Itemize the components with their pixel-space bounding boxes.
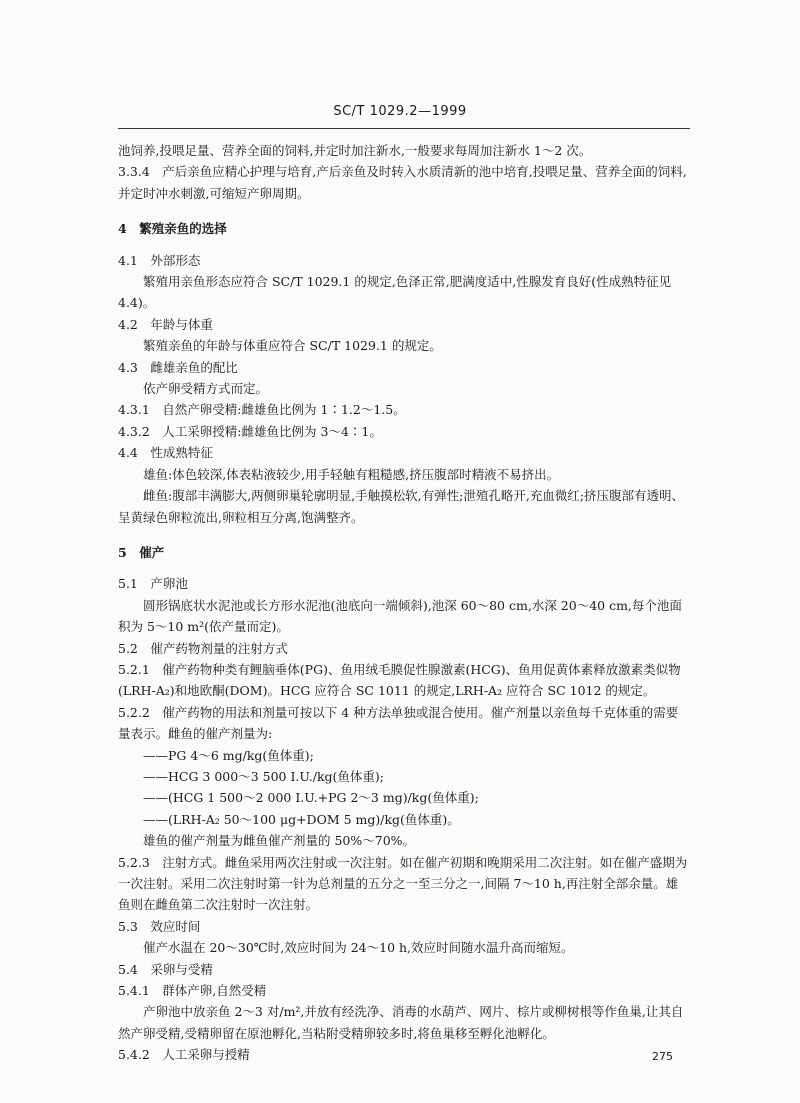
section-heading: 5 催产	[118, 544, 165, 560]
document-body	[118, 140, 690, 1066]
paragraph: 4.3 雌雄亲鱼的配比	[118, 359, 238, 375]
header-rule	[118, 128, 690, 129]
paragraph: 5.4 采卵与受精	[118, 961, 213, 977]
paragraph: ——(LRH-A₂ 50～100 μg+DOM 5 mg)/kg(鱼体重)。	[143, 811, 460, 827]
paragraph: 繁殖亲鱼的年龄与体重应符合 SC/T 1029.1 的规定。	[143, 338, 442, 354]
section-heading: 4 繁殖亲鱼的选择	[118, 221, 227, 237]
paragraph: 5.2 催产药物剂量的注射方式	[118, 640, 288, 656]
paragraph: 5.2.3 注射方式。雌鱼采用两次注射或一次注射。如在催产初期和晚期采用二次注射。如在催产盛期为一次注射。采用二次注射时第一针为总剂量的五分之一至三分之一,间隔 7～10 h,再注射全部余量。雄鱼则在雌鱼第二次注射时一次注射。	[118, 854, 688, 913]
paragraph: 5.4.1 群体产卵,自然受精	[118, 983, 267, 999]
paragraph: 5.1 产卵池	[118, 576, 188, 592]
paragraph: ——HCG 3 000～3 500 I.U./kg(鱼体重);	[143, 768, 384, 784]
paragraph: 3.3.4 产后亲鱼应精心护理与培育,产后亲鱼及时转入水质清新的池中培育,投喂足量、营养全面的饲料,并定时冲水刺激,可缩短产卵周期。	[118, 164, 687, 201]
page-number: 275	[652, 1050, 673, 1063]
paragraph: 繁殖用亲鱼形态应符合 SC/T 1029.1 的规定,色泽正常,肥满度适中,性腺发育良好(性成熟特征见 4.4)。	[118, 274, 672, 311]
paragraph: 雄鱼:体色较深,体表粘液较少,用手轻触有粗糙感,挤压腹部时精液不易挤出。	[143, 466, 560, 482]
paragraph: 4.4 性成熟特征	[118, 445, 213, 461]
standard-code-header: SC/T 1029.2—1999	[333, 104, 467, 119]
paragraph: 5.4.2 人工采卵与授精	[118, 1047, 250, 1063]
paragraph: 雄鱼的催产剂量为雌鱼催产剂量的 50%～70%。	[143, 833, 416, 849]
paragraph: 雌鱼:腹部丰满膨大,两侧卵巢轮廓明显,手触摸松软,有弹性;泄殖孔略开,充血微红;挤压腹部有透明、呈黄绿色卵粒流出,卵粒相互分离,饱满整齐。	[118, 488, 685, 525]
paragraph: 5.2.1 催产药物种类有鲤脑垂体(PG)、鱼用绒毛膜促性腺激素(HCG)、鱼用促黄体素释放激素类似物(LRH-A₂)和地欧酮(DOM)。HCG 应符合 SC 1011 的规定,LRH-A₂ 应符合 SC 1012 的规定。	[118, 661, 681, 699]
paragraph: 5.2.2 催产药物的用法和剂量可按以下 4 种方法单独或混合使用。催产剂量以亲鱼每千克体重的需要量表示。雌鱼的催产剂量为:	[118, 704, 679, 742]
paragraph: 4.3.2 人工采卵授精:雌雄鱼比例为 3～4∶1。	[118, 423, 382, 439]
paragraph: 圆形锅底状水泥池或长方形水泥池(池底向一端倾斜),池深 60～80 cm,水深 20～40 cm,每个池面积为 5～10 m²(依产量而定)。	[118, 597, 682, 635]
paragraph: 5.3 效应时间	[118, 918, 201, 934]
paragraph: 依产卵受精方式而定。	[143, 381, 269, 397]
paragraph: ——(HCG 1 500～2 000 I.U.+PG 2～3 mg)/kg(鱼体重);	[143, 790, 479, 806]
paragraph: 产卵池中放亲鱼 2～3 对/m²,并放有经洗净、消毒的水葫芦、网片、棕片或柳树根等作鱼巢,让其自然产卵受精,受精卵留在原池孵化,当粘附受精卵较多时,将鱼巢移至孵化池孵化。	[118, 1004, 684, 1041]
paragraph: 4.3.1 自然产卵受精:雌雄鱼比例为 1∶1.2～1.5。	[118, 402, 406, 418]
paragraph: ——PG 4～6 mg/kg(鱼体重);	[143, 747, 314, 763]
paragraph: 4.2 年龄与体重	[118, 316, 213, 332]
paragraph: 4.1 外部形态	[118, 252, 201, 268]
paragraph: 催产水温在 20～30℃时,效应时间为 24～10 h,效应时间随水温升高而缩短。	[143, 940, 574, 956]
paragraph: 池饲养,投喂足量、营养全面的饲料,并定时加注新水,一般要求每周加注新水 1～2 次。	[118, 143, 592, 158]
